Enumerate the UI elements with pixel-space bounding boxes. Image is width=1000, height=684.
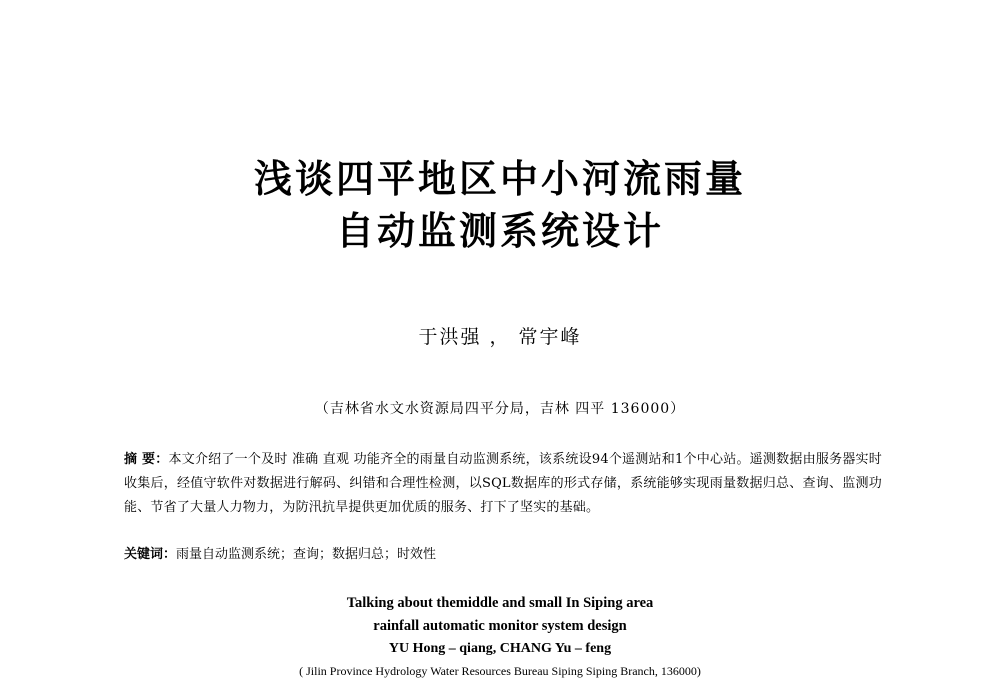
english-title-line-2: rainfall automatic monitor system design	[373, 618, 627, 634]
keywords-label: 关键词：	[124, 547, 177, 562]
authors: 于洪强 ， 常宇峰	[418, 326, 582, 348]
abstract-label: 摘 要：	[124, 452, 169, 467]
keywords	[124, 544, 882, 566]
title-line-1: 浅谈四平地区中小河流雨量	[253, 157, 746, 201]
affiliation: （吉林省水文水资源局四平分局，吉林 四平 136000）	[314, 401, 686, 417]
english-affiliation: ( Jilin Province Hydrology Water Resources Bureau Siping Siping Branch, 136000)	[299, 664, 701, 678]
english-title-line-1: Talking about themiddle and small In Siping area	[346, 595, 654, 611]
abstract	[124, 448, 882, 520]
title-line-2: 自动监测系统设计	[335, 209, 664, 253]
english-authors: YU Hong – qiang, CHANG Yu – feng	[388, 641, 612, 656]
abstract-text: 本文介绍了一个及时 准确 直观 功能齐全的雨量自动监测系统，该系统设94个遥测站和1个中心站。遥测数据由服务器实时收集后，经值守软件对数据进行解码、纠错和合理性检测，以SQL数据库的形式存储，系统能够实现雨量数据归总、查询、监测功能、节省了大量人力物力，为防汛抗旱提供更加优质的服务、打下了坚实的基础。	[124, 452, 882, 515]
keywords-text: 雨量自动监测系统；查询；数据归总；时效性	[176, 547, 437, 562]
